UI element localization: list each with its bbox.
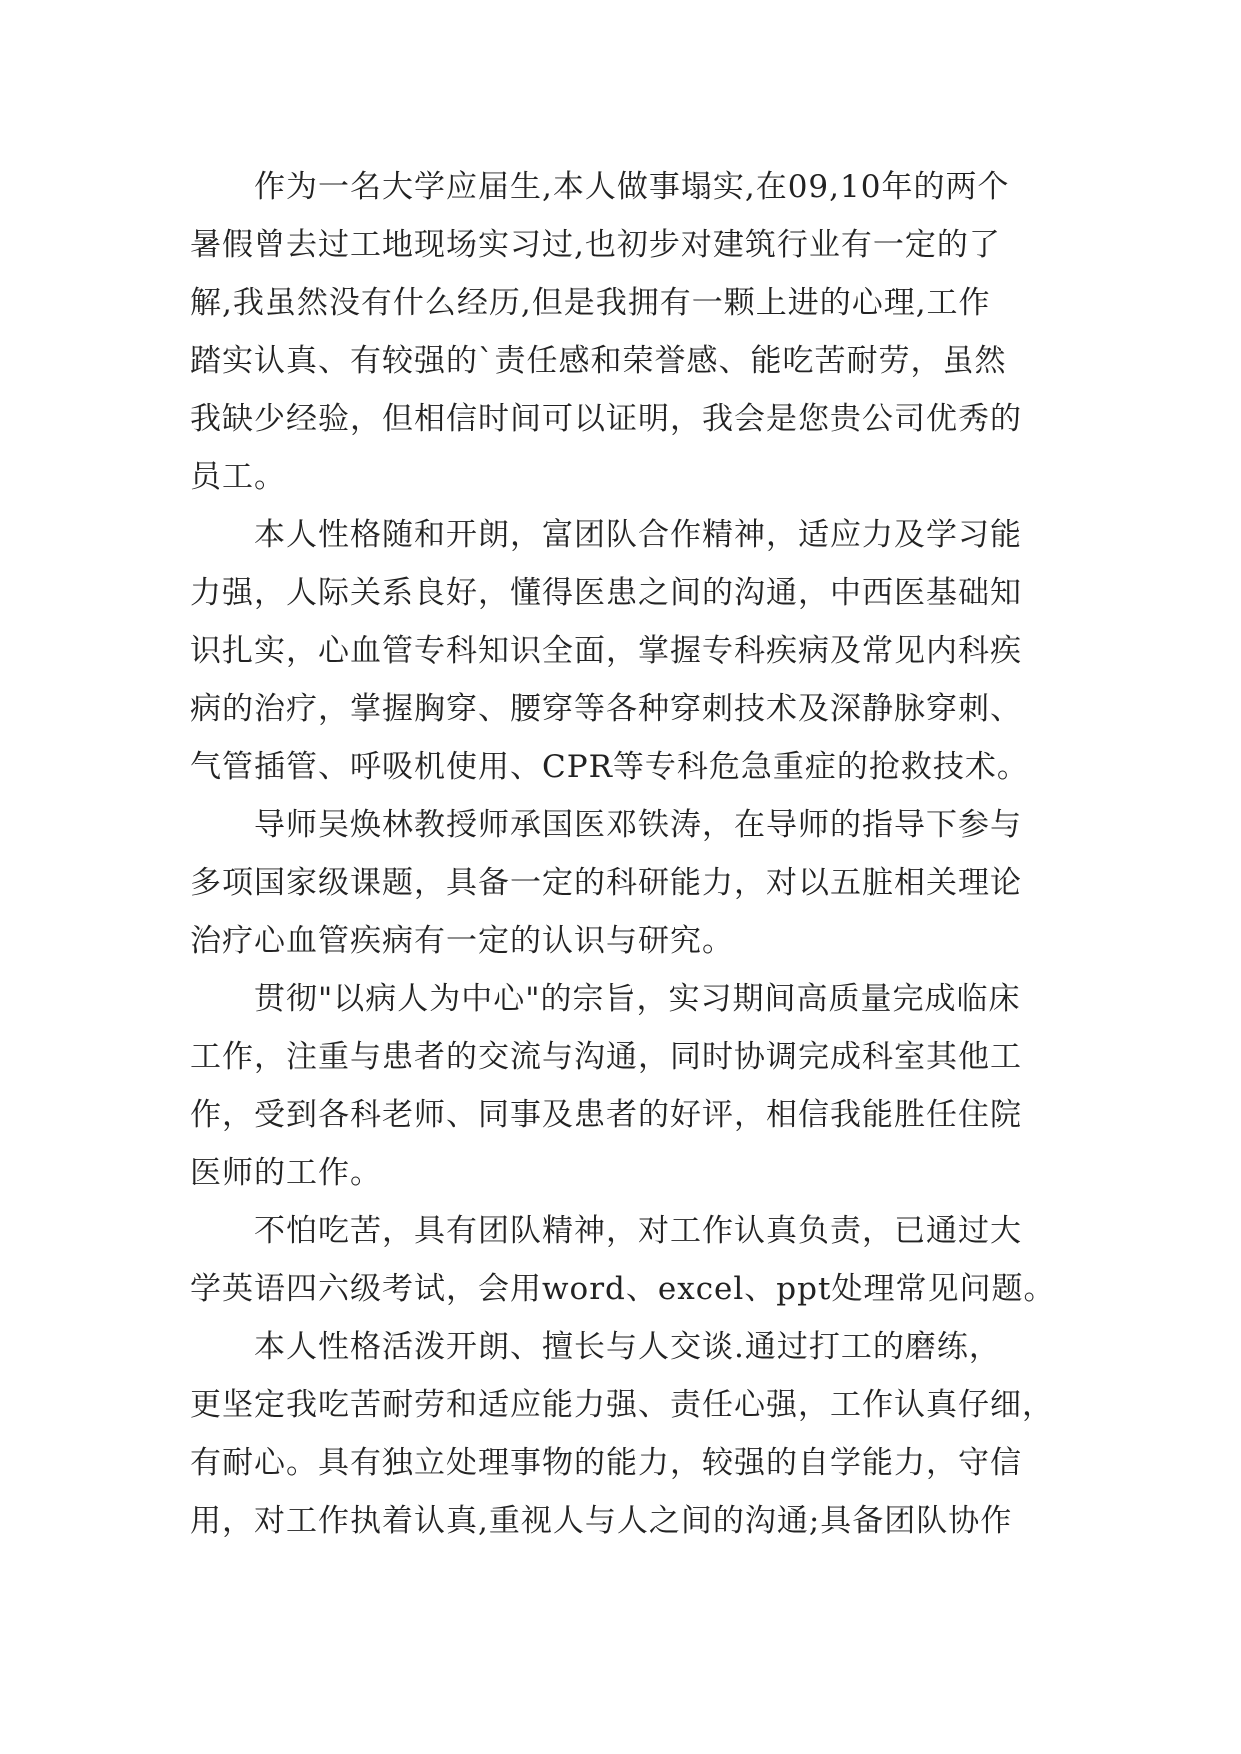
text-line: 工作，注重与患者的交流与沟通，同时协调完成科室其他工 [190, 1039, 1022, 1075]
text-line: 医师的工作。 [190, 1155, 382, 1191]
text-line: 气管插管、呼吸机使用、CPR等专科危急重症的抢救技术。 [190, 749, 1029, 785]
text-line: 多项国家级课题，具备一定的科研能力，对以五脏相关理论 [190, 865, 1022, 901]
text-line: 贯彻"以病人为中心"的宗旨，实习期间高质量完成临床 [254, 981, 1021, 1017]
text-line: 识扎实，心血管专科知识全面，掌握专科疾病及常见内科疾 [190, 633, 1022, 669]
paragraph-6 [190, 1318, 1070, 1550]
text-line: 病的治疗，掌握胸穿、腰穿等各种穿刺技术及深静脉穿刺、 [190, 691, 1022, 727]
text-line: 解,我虽然没有什么经历,但是我拥有一颗上进的心理,工作 [190, 285, 991, 321]
text-line: 更坚定我吃苦耐劳和适应能力强、责任心强，工作认真仔细， [190, 1387, 1054, 1423]
text-line: 本人性格活泼开朗、擅长与人交谈.通过打工的磨练， [254, 1329, 1001, 1365]
paragraph-1 [190, 158, 1070, 506]
paragraph-5 [190, 1202, 1070, 1318]
text-line: 我缺少经验，但相信时间可以证明，我会是您贵公司优秀的 [190, 401, 1022, 437]
paragraph-3 [190, 796, 1070, 970]
text-line: 踏实认真、有较强的`责任感和荣誉感、能吃苦耐劳，虽然 [190, 343, 1007, 379]
document-body [190, 158, 1070, 1550]
paragraph-2 [190, 506, 1070, 796]
text-line: 有耐心。具有独立处理事物的能力，较强的自学能力，守信 [190, 1445, 1022, 1481]
text-line: 本人性格随和开朗，富团队合作精神，适应力及学习能 [254, 517, 1022, 553]
text-line: 不怕吃苦，具有团队精神，对工作认真负责，已通过大 [254, 1213, 1022, 1249]
text-line: 暑假曾去过工地现场实习过,也初步对建筑行业有一定的了 [190, 227, 1001, 263]
paragraph-4 [190, 970, 1070, 1202]
text-line: 治疗心血管疾病有一定的认识与研究。 [190, 923, 734, 959]
text-line: 导师吴焕林教授师承国医邓铁涛，在导师的指导下参与 [254, 807, 1022, 843]
text-line: 作，受到各科老师、同事及患者的好评，相信我能胜任住院 [190, 1097, 1022, 1133]
text-line: 员工。 [190, 459, 286, 495]
text-line: 作为一名大学应届生,本人做事塌实,在09,10年的两个 [254, 169, 1010, 205]
text-line: 学英语四六级考试，会用word、excel、ppt处理常见问题。 [190, 1271, 1056, 1307]
text-line: 用，对工作执着认真,重视人与人之间的沟通;具备团队协作 [190, 1503, 1013, 1539]
text-line: 力强，人际关系良好，懂得医患之间的沟通，中西医基础知 [190, 575, 1022, 611]
